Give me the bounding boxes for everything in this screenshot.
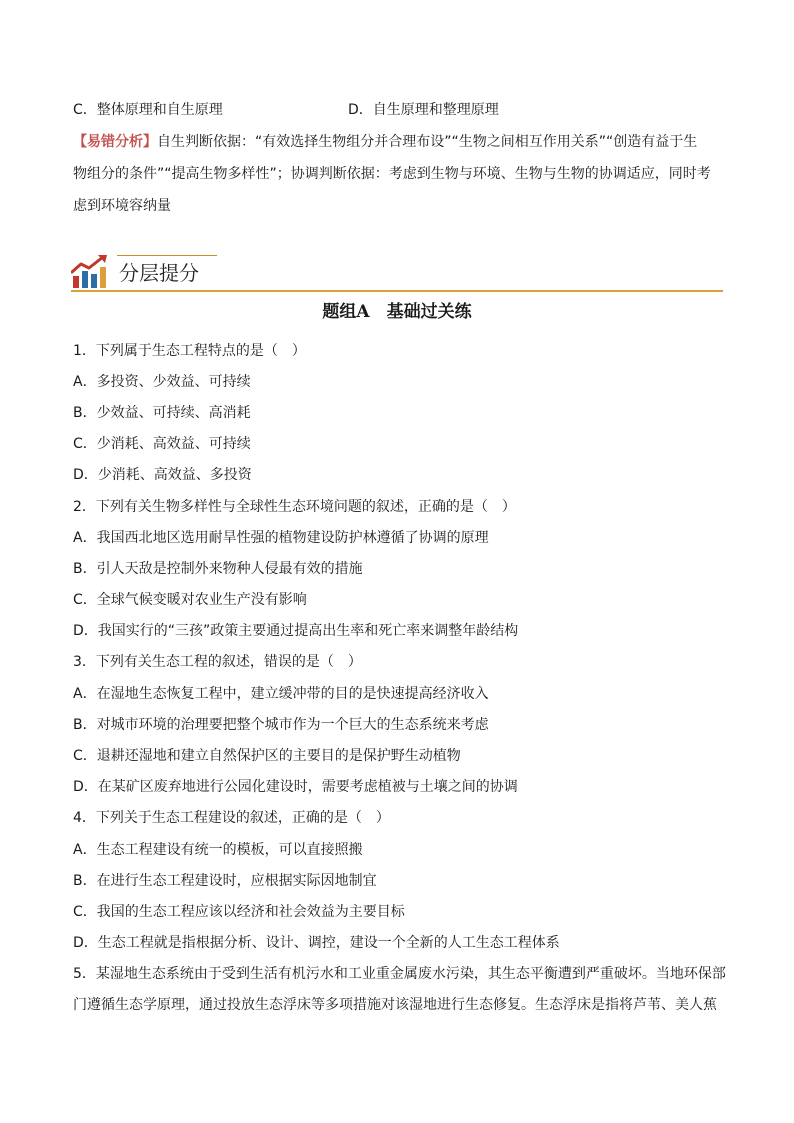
question-5-line-1: 5．某湿地生态系统由于受到生活有机污水和工业重金属废水污染，其生态平衡遭到严重破坏。当地环保部 xyxy=(73,966,726,982)
question-3-stem: 3．下列有关生态工程的叙述，错误的是（ ） xyxy=(73,654,362,670)
question-4-option-b: B．在进行生态工程建设时，应根据实际因地制宜 xyxy=(73,873,377,889)
section-rule-top xyxy=(117,255,217,256)
question-1-option-a: A．多投资、少效益、可持续 xyxy=(73,374,251,390)
question-5-line-2: 门遵循生态学原理，通过投放生态浮床等多项措施对该湿地进行生态修复。生态浮床是指将芦苇、美人蕉 xyxy=(73,997,717,1013)
bar-chart-growth-icon xyxy=(71,254,111,290)
option-c: C．整体原理和自生原理 xyxy=(73,102,223,118)
question-4-option-d: D．生态工程就是指根据分析、设计、调控，建设一个全新的人工生态工程体系 xyxy=(73,935,560,951)
question-4-option-c: C．我国的生态工程应该以经济和社会效益为主要目标 xyxy=(73,904,405,920)
question-2-option-b: B．引人天敌是控制外来物种人侵最有效的措施 xyxy=(73,561,363,577)
question-3-option-b: B．对城市环境的治理要把整个城市作为一个巨大的生态系统来考虑 xyxy=(73,717,489,733)
error-analysis-line-1 xyxy=(73,132,697,152)
question-1-option-b: B．少效益、可持续、高消耗 xyxy=(73,405,251,421)
question-2-option-c: C．全球气候变暖对农业生产没有影响 xyxy=(73,592,307,608)
error-analysis-line-2: 物组分的条件”“提高生物多样性”；协调判断依据：考虑到生物与环境、生物与生物的协调适应，同时考 xyxy=(73,166,711,182)
question-2-option-a: A．我国西北地区选用耐旱性强的植物建设防护林遵循了协调的原理 xyxy=(73,530,489,546)
section-title: 分层提分 xyxy=(119,261,199,285)
question-3-option-a: A．在湿地生态恢复工程中，建立缓冲带的目的是快速提高经济收入 xyxy=(73,686,489,702)
error-analysis-tag: 【易错分析】 xyxy=(73,134,157,150)
question-4-stem: 4．下列关于生态工程建设的叙述，正确的是（ ） xyxy=(73,810,390,826)
question-1-option-c: C．少消耗、高效益、可持续 xyxy=(73,436,251,452)
group-title: 题组A 基础过关练 xyxy=(322,302,472,322)
option-d: D．自生原理和整理原理 xyxy=(348,102,499,118)
question-1-option-d: D．少消耗、高效益、多投资 xyxy=(73,467,252,483)
question-4-option-a: A．生态工程建设有统一的模板，可以直接照搬 xyxy=(73,842,363,858)
question-1-stem: 1．下列属于生态工程特点的是（ ） xyxy=(73,343,306,359)
error-analysis-line-3: 虑到环境容纳量 xyxy=(73,198,171,214)
error-analysis-text: 自生判断依据：“有效选择生物组分并合理布设”“生物之间相互作用关系”“创造有益于生 xyxy=(157,134,698,150)
question-3-option-d: D．在某矿区废弃地进行公园化建设时，需要考虑植被与土壤之间的协调 xyxy=(73,779,518,795)
question-2-option-d: D．我国实行的“三孩”政策主要通过提高出生率和死亡率来调整年龄结构 xyxy=(73,623,519,639)
section-divider xyxy=(71,290,723,292)
section-header xyxy=(71,252,723,292)
question-3-option-c: C．退耕还湿地和建立自然保护区的主要目的是保护野生动植物 xyxy=(73,748,461,764)
question-2-stem: 2．下列有关生物多样性与全球性生态环境问题的叙述，正确的是（ ） xyxy=(73,499,516,515)
prev-question-options xyxy=(73,100,733,120)
